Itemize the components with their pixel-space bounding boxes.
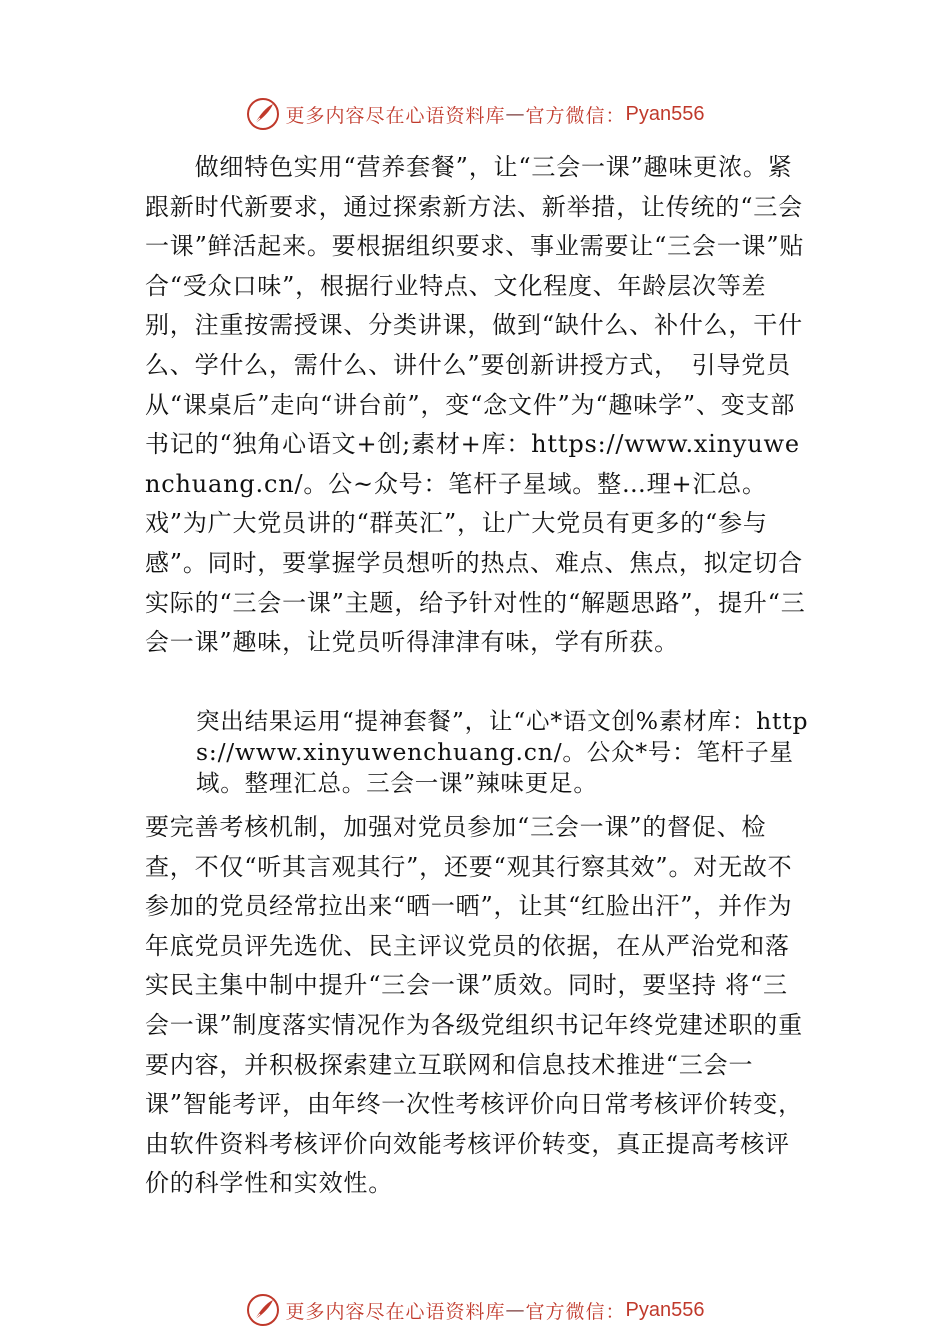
- footer-wechat-id: Pyan556: [625, 1298, 705, 1321]
- body-paragraph-3: 要完善考核机制，加强对党员参加“三会一课”的督促、检查，不仅“听其言观其行”，还要“观其行察其效”。对无故不参加的党员经常拉出来“晒一晒”，让其“红脸出汗”，并作为年底党员评先选优、民主评议党员的依据，在从严治党和落实民主集中制中提升“三会一课”质效。同时，要坚持 将“三会一课”制度落实情况作为各级党组织书记年终党建述职的重要内容，并积极探索建立互联网和信息技术推进“三会一课”智能考评，由年终一次性考核评价向日常考核评价转变，由软件资料考核评价向效能考核评价转变，真正提高考核评价的科学性和实效性。: [145, 813, 803, 1198]
- footer-site-text: 更多内容尽在心语资料库: [285, 1300, 506, 1323]
- banner-wechat-label: 官方微信：: [525, 104, 626, 127]
- feather-pen-logo-icon: [246, 1293, 280, 1327]
- banner-separator: —: [505, 103, 526, 125]
- banner-wechat-id: Pyan556: [625, 102, 705, 125]
- footer-banner: [0, 1288, 950, 1332]
- footer-separator: —: [505, 1299, 526, 1321]
- body-paragraph-2: 突出结果运用“提神套餐”，让“心*语文创%素材库：https://www.xinyuwenchuang.cn/。公众*号：笔杆子星域。整理汇总。三会一课”辣味更足。: [196, 707, 809, 797]
- header-banner: [0, 92, 950, 136]
- feather-pen-logo-icon: [246, 97, 280, 131]
- banner-site-text: 更多内容尽在心语资料库: [285, 104, 506, 127]
- body-paragraph-1: 做细特色实用“营养套餐”，让“三会一课”趣味更浓。紧跟新时代新要求，通过探索新方法、新举措，让传统的“三会一课”鲜活起来。要根据组织要求、事业需要让“三会一课”贴合“受众口味”，根据行业特点、文化程度、年龄层次等差别，注重按需授课、分类讲课，做到“缺什么、补什么，干什么、学什么，需什么、讲什么”要创新讲授方式， 引导党员从“课桌后”走向“讲台前”，变“念文件”为“趣味学”、变支部书记的“独角心语文+创;素材+库：https://www.xinyuwenchuang.cn/。公~众号：笔杆子星域。整…理+汇总。戏”为广大党员讲的“群英汇”，让广大党员有更多的“参与感”。同时，要掌握学员想听的热点、难点、焦点，拟定切合实际的“三会一课”主题，给予针对性的“解题思路”，提升“三会一课”趣味，让党员听得津津有味，学有所获。: [145, 153, 806, 657]
- footer-wechat-label: 官方微信：: [525, 1300, 626, 1323]
